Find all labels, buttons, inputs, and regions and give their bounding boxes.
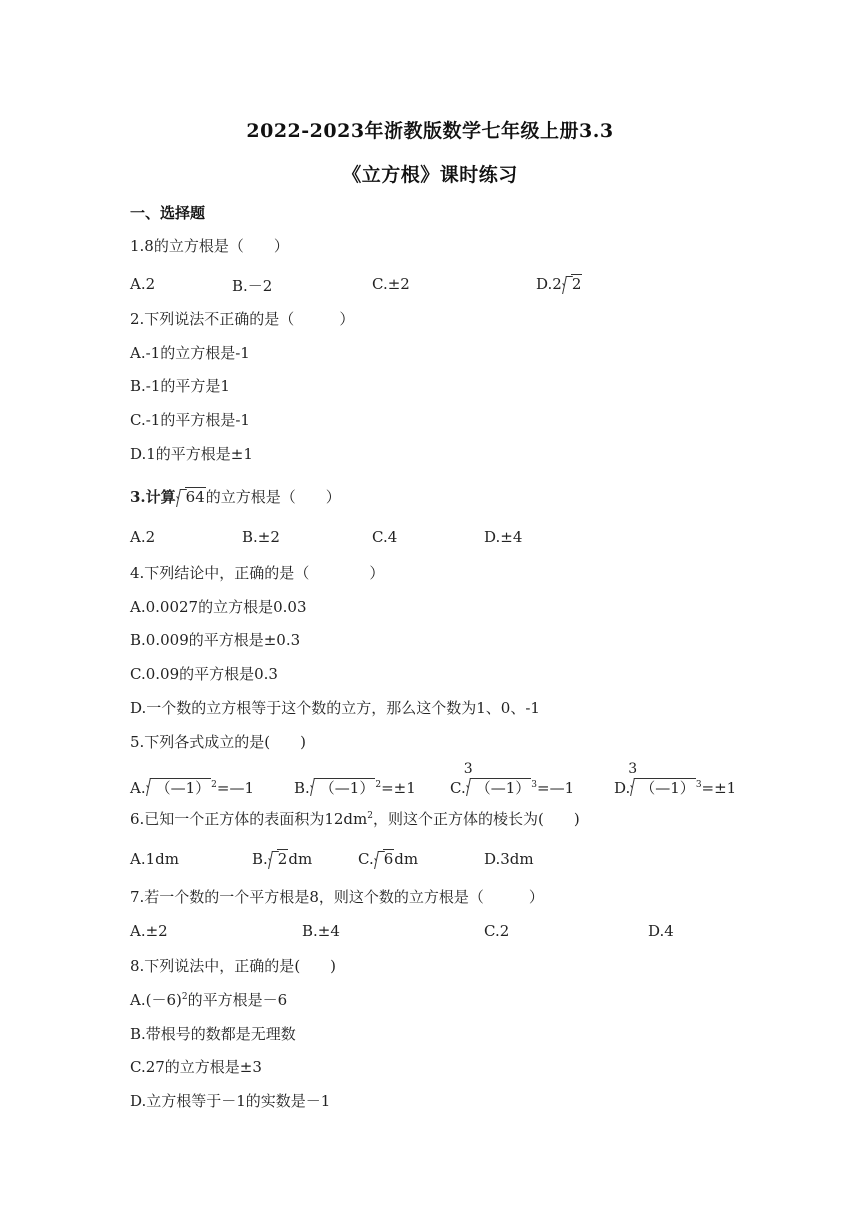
exponent: 2 (211, 780, 217, 790)
sqrt-symbol (562, 275, 583, 293)
question-7-stem: 7.若一个数的一个平方根是8，则这个数的立方根是（ ） (130, 888, 544, 906)
document-subtitle: 《立方根》课时练习 (342, 164, 518, 186)
sqrt-symbol (268, 850, 289, 868)
question-4-option-b: B.0.009的平方根是±0.3 (130, 631, 301, 649)
question-3-option-d: D.±4 (484, 528, 523, 546)
option-label: B. (294, 779, 310, 797)
radicand: 64 (185, 488, 205, 506)
question-8-option-d: D.立方根等于－1的实数是－1 (130, 1092, 331, 1110)
sqrt-symbol (176, 488, 206, 506)
question-8-option-c: C.27的立方根是±3 (130, 1058, 262, 1076)
question-1-option-c: C.±2 (372, 275, 410, 293)
exponent: 2 (367, 811, 373, 821)
equation-tail: =±1 (381, 779, 416, 797)
question-3-option-a: A.2 (130, 528, 156, 546)
document-title: 2022-2023年浙教版数学七年级上册3.3 (246, 120, 614, 142)
radicand: （—1） (155, 779, 211, 797)
question-7-option-c: C.2 (484, 922, 510, 940)
exponent: 2 (181, 992, 188, 1002)
equation-tail: =±1 (701, 779, 737, 797)
option-d-prefix: D.2 (536, 275, 562, 293)
question-8-stem: 8.下列说法中，正确的是( ) (130, 957, 337, 975)
cube-root (628, 761, 696, 798)
cube-root (463, 761, 532, 798)
question-4-option-c: C.0.09的平方根是0.3 (130, 665, 278, 683)
root-index: 3 (463, 761, 473, 777)
equation-tail: =—1 (216, 779, 255, 797)
radicand: 6 (383, 850, 394, 868)
exponent: 3 (531, 780, 537, 790)
unit: dm (288, 850, 313, 868)
question-1-option-b: B.－2 (232, 277, 273, 295)
sqrt-symbol (146, 777, 212, 798)
option-label: A. (130, 779, 146, 797)
question-3-option-b: B.±2 (242, 528, 280, 546)
question-2-stem: 2.下列说法不正确的是（ ） (130, 310, 355, 328)
question-1-option-a: A.2 (130, 275, 156, 293)
option-label: D. (614, 779, 631, 797)
question-7-option-b: B.±4 (302, 922, 340, 940)
question-4-stem: 4.下列结论中，正确的是（ ） (130, 564, 385, 582)
sqrt-symbol (374, 850, 395, 868)
question-2-option-a: A.-1的立方根是-1 (130, 344, 250, 362)
exponent: 2 (375, 780, 382, 790)
exponent: 3 (695, 780, 702, 790)
unit: dm (394, 850, 419, 868)
question-3-option-c: C.4 (372, 528, 398, 546)
question-5-option-c (450, 761, 575, 798)
question-1-stem: 1.8的立方根是（ ） (130, 237, 289, 255)
question-7-option-d: D.4 (648, 922, 674, 940)
radicand: 2 (571, 275, 582, 293)
question-2-option-b: B.-1的平方是1 (130, 377, 230, 395)
option-label: B. (252, 850, 268, 868)
option-label: C. (358, 850, 374, 868)
question-5-option-d (614, 761, 737, 798)
radicand: （—1） (319, 779, 375, 797)
option-a-suffix: 的平方根是－6 (187, 991, 288, 1009)
question-3-suffix: 的立方根是（ ） (205, 488, 341, 506)
question-6-option-b (252, 850, 312, 868)
radicand: 2 (277, 850, 288, 868)
question-3-stem (130, 486, 341, 507)
equation-tail: =—1 (537, 779, 575, 797)
question-6-prefix: 6.已知一个正方体的表面积为12dm (130, 810, 368, 828)
sqrt-symbol (310, 777, 376, 798)
option-label: C. (450, 779, 466, 797)
question-6-stem (130, 808, 580, 829)
question-5-stem: 5.下列各式成立的是( ) (130, 733, 307, 751)
radicand: （—1） (475, 779, 531, 797)
question-2-option-d: D.1的平方根是±1 (130, 445, 253, 463)
sqrt-symbol (630, 777, 696, 798)
question-6-option-d: D.3dm (484, 850, 534, 868)
root-index: 3 (628, 761, 638, 777)
question-6-option-a: A.1dm (130, 850, 179, 868)
question-6-option-c (358, 850, 418, 868)
question-5-option-a (130, 777, 254, 798)
option-a-prefix: A.(－6) (130, 991, 182, 1009)
question-8-option-b: B.带根号的数都是无理数 (130, 1025, 296, 1043)
section-heading: 一、选择题 (130, 204, 206, 222)
question-5-option-b (294, 777, 416, 798)
question-8-option-a (130, 989, 287, 1010)
question-6-suffix: ，则这个正方体的棱长为( ) (372, 810, 580, 828)
question-3-number: 3.计算 (130, 488, 176, 506)
question-7-option-a: A.±2 (130, 922, 168, 940)
sqrt-symbol (466, 777, 532, 798)
question-4-option-a: A.0.0027的立方根是0.03 (130, 598, 307, 616)
question-2-option-c: C.-1的平方根是-1 (130, 411, 250, 429)
question-4-option-d: D.一个数的立方根等于这个数的立方，那么这个数为1、0、-1 (130, 699, 540, 717)
question-1-option-d (536, 275, 582, 293)
radicand: （—1） (640, 779, 695, 797)
